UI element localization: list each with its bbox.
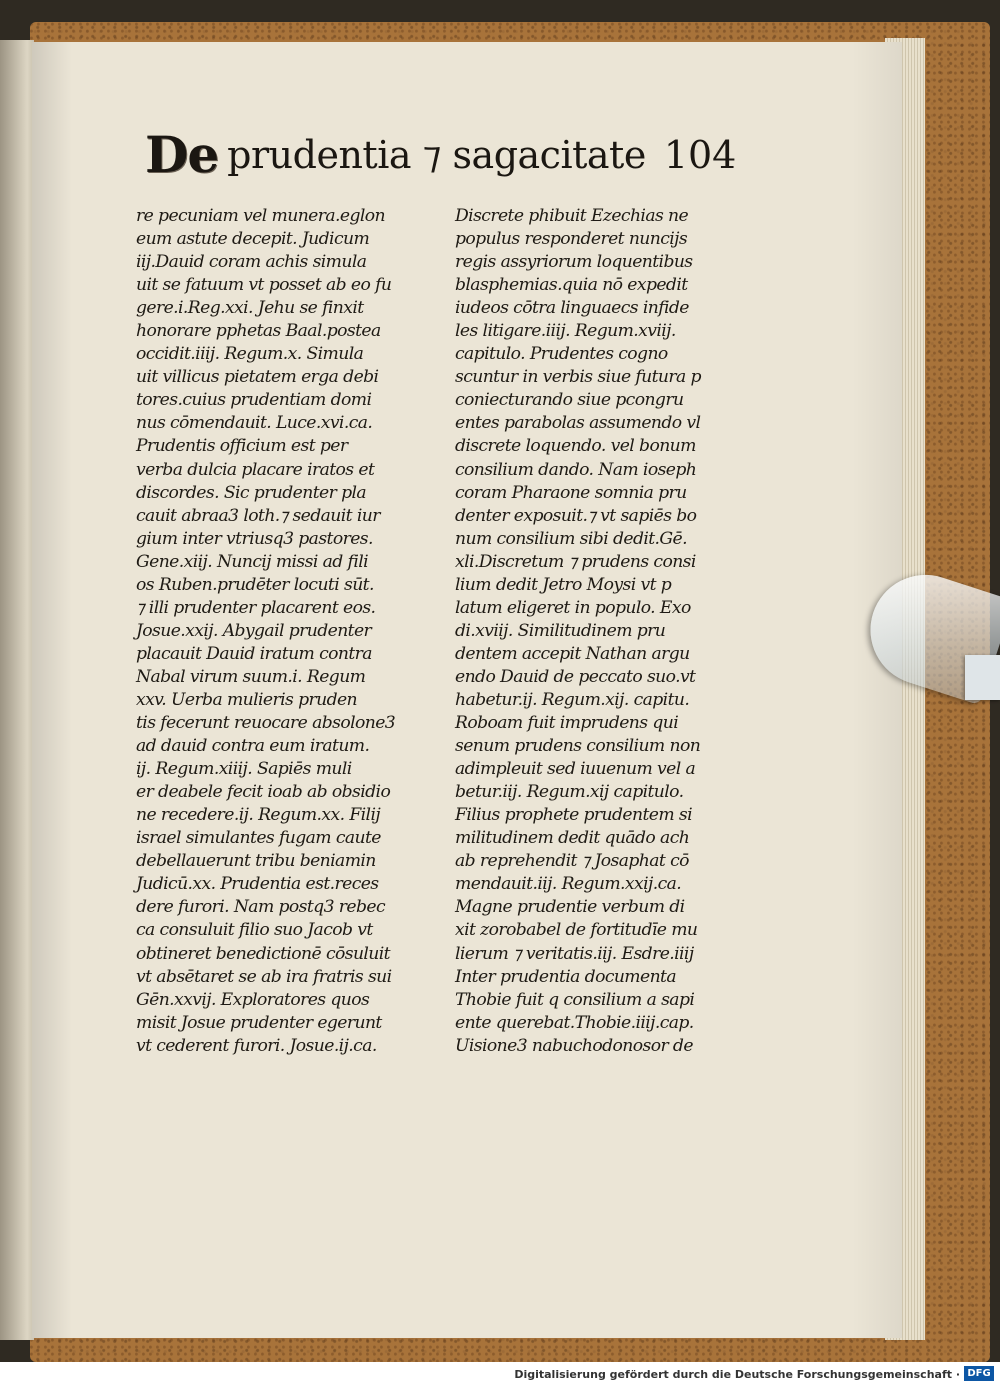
text-line: vt cederent furori. Josue.ij.ca. [136, 1035, 377, 1056]
page-clip-end [965, 655, 1000, 700]
text-line: blasphemias.quia nō expedit [455, 275, 688, 296]
title-text: prudentia ⁊ sagacitate [227, 133, 646, 177]
title-initial: De [145, 125, 219, 184]
text-line: xxv. Uerba mulieris pruden [136, 689, 358, 710]
text-line: Gene.xiij. Nuncij missi ad fili [136, 551, 369, 572]
text-line: ente querebat.Thobie.iiij.cap. [455, 1012, 694, 1033]
text-line: honorare pphetas Baal.postea [136, 321, 381, 342]
text-line: re pecuniam vel munera.eglon [136, 206, 385, 226]
text-line: occidit.iiij. Regum.x. Simula [136, 344, 364, 365]
dfg-logo: DFG [964, 1366, 994, 1381]
text-line: capitulo. Prudentes cogno [455, 344, 668, 365]
text-line: vt absētaret se ab ira fratris sui [136, 966, 392, 987]
text-line: xli.Discretum ⁊ prudens consi [455, 551, 696, 572]
text-line: Nabal virum suum.i. Regum [136, 666, 366, 687]
text-line: ca consuluit filio suo Jacob vt [136, 920, 373, 941]
text-line: senum prudens consilium non [455, 736, 701, 757]
text-line: uit villicus pietatem erga debi [136, 367, 379, 388]
left-text-column [136, 205, 395, 1058]
text-line: entes parabolas assumendo vl [455, 413, 701, 434]
text-line: iudeos cōtra linguaecs infide [455, 298, 689, 319]
text-line: habetur.ij. Regum.xij. capitu. [455, 689, 690, 710]
text-line: num consilium sibi dedit.Gē. [455, 528, 687, 549]
text-line: scuntur in verbis siue futura p [455, 367, 701, 388]
text-line: Judicū.xx. Prudentia est.reces [136, 874, 379, 895]
text-line: Josue.xxij. Abygail prudenter [136, 620, 372, 641]
text-line: latum eligeret in populo. Exo [455, 597, 691, 618]
text-line: er deabele fecit ioab ab obsidio [136, 782, 391, 803]
text-line: ⁊ illi prudenter placarent eos. [136, 597, 376, 618]
text-line: discordes. Sic prudenter pla [136, 482, 367, 503]
text-line: Prudentis officium est per [136, 436, 348, 457]
text-line: ne recedere.ij. Regum.xx. Filij [136, 805, 381, 826]
text-line: cauit abraa3 loth.⁊ sedauit iur [136, 505, 380, 526]
text-line: iij.Dauid coram achis simula [136, 252, 367, 273]
text-line: ad dauid contra eum iratum. [136, 736, 370, 757]
text-line: ab reprehendit ⁊ Josaphat cō [455, 851, 689, 872]
text-line: militudinem dedit quādo ach [455, 828, 690, 849]
text-line: uit se fatuum vt posset ab eo fu [136, 275, 392, 296]
digitization-credit: Digitalisierung gefördert durch die Deutsche Forschungsgemeinschaft · [514, 1368, 960, 1381]
text-line: os Ruben.prudēter locuti sūt. [136, 574, 374, 595]
text-line: obtineret benedictionē cōsuluit [136, 943, 390, 964]
text-line: Inter prudentia documenta [455, 966, 677, 987]
text-line: adimpleuit sed iuuenum vel a [455, 759, 696, 780]
text-line: debellauerunt tribu beniamin [136, 851, 376, 872]
running-title [142, 125, 742, 184]
text-line: tores.cuius prudentiam domi [136, 390, 372, 411]
text-line: consilium dando. Nam ioseph [455, 459, 697, 480]
text-line: nus cōmendauit. Luce.xvi.ca. [136, 413, 373, 434]
text-line: Magne prudentie verbum di [455, 897, 685, 918]
text-line: coram Pharaone somnia pru [455, 482, 687, 503]
text-line: Thobie fuit q consilium a sapi [455, 989, 695, 1010]
text-line: regis assyriorum loquentibus [455, 252, 693, 273]
text-line: misit Josue prudenter egerunt [136, 1012, 382, 1033]
text-line: gium inter vtriusq3 pastores. [136, 528, 373, 549]
text-line: mendauit.iij. Regum.xxij.ca. [455, 874, 682, 895]
text-line: discrete loquendo. vel bonum [455, 436, 696, 457]
text-line: xit zorobabel de fortitudīe mu [455, 920, 698, 941]
text-line: tis fecerunt reuocare absolone3 [136, 713, 396, 734]
text-line: betur.iij. Regum.xij capitulo. [455, 782, 684, 803]
text-line: verba dulcia placare iratos et [136, 459, 375, 480]
text-line: ij. Regum.xiiij. Sapiēs muli [136, 759, 352, 780]
text-line: coniecturando siue pcongru [455, 390, 684, 411]
text-line: denter exposuit.⁊ vt sapiēs bo [455, 505, 697, 526]
folio-number: 104 [663, 133, 737, 177]
text-line: Gēn.xxvij. Exploratores quos [136, 989, 370, 1010]
text-line: Filius prophete prudentem si [455, 805, 693, 826]
text-line: lierum ⁊ veritatis.iij. Esdre.iiij [455, 943, 694, 964]
text-line: dentem accepit Nathan argu [455, 643, 690, 664]
text-line: populus responderet nuncijs [455, 229, 688, 250]
text-line: Discrete phibuit Ezechias ne [455, 206, 689, 226]
text-line: gere.i.Reg.xxi. Jehu se finxit [136, 298, 364, 319]
text-line: endo Dauid de peccato suo.vt [455, 666, 696, 687]
text-line: Roboam fuit imprudens qui [455, 713, 679, 734]
text-line: israel simulantes fugam caute [136, 828, 381, 849]
right-text-column [455, 205, 701, 1058]
text-line: placauit Dauid iratum contra [136, 643, 372, 664]
text-line: dere furori. Nam postq3 rebec [136, 897, 385, 918]
text-line: les litigare.iiij. Regum.xviij. [455, 321, 676, 342]
left-page-edge [0, 40, 34, 1340]
text-line: Uisione3 nabuchodonosor de [455, 1035, 693, 1056]
text-line: lium dedit Jetro Moysi vt p [455, 574, 672, 595]
text-line: di.xviij. Similitudinem pru [455, 620, 666, 641]
text-line: eum astute decepit. Judicum [136, 229, 370, 250]
